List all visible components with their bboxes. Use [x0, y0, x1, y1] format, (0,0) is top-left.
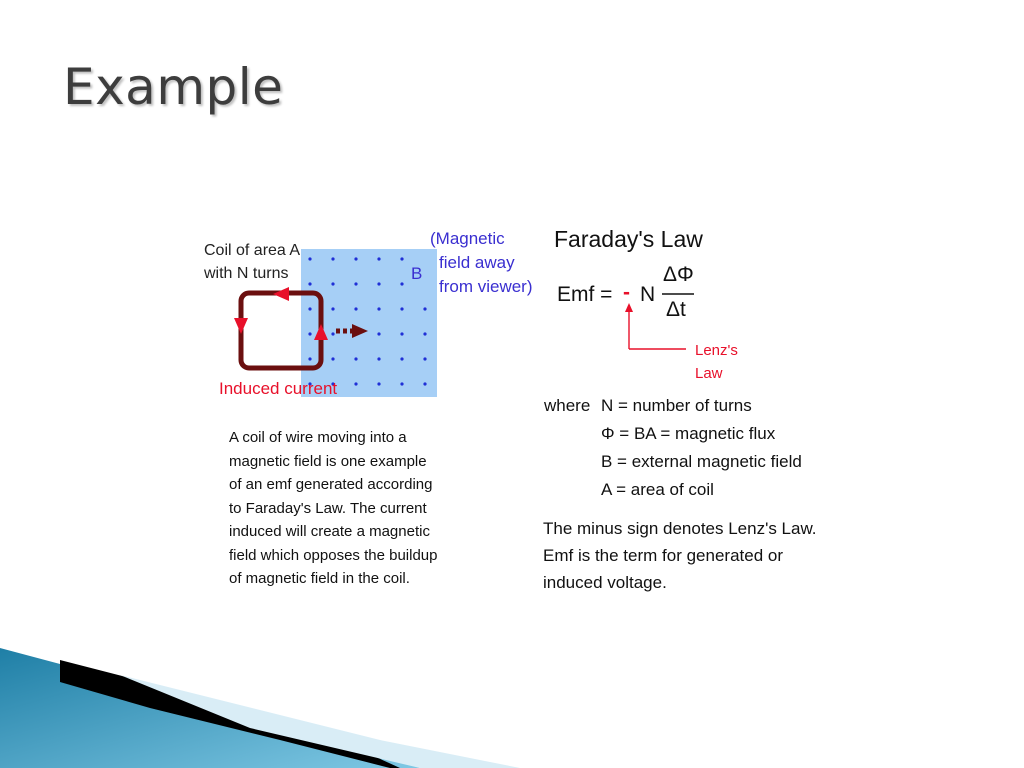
definition-item: B = external magnetic field — [601, 452, 802, 471]
formula-minus: - — [623, 281, 630, 304]
field-note-line2: field away — [439, 253, 515, 272]
caption-line: of an emf generated according — [229, 476, 433, 493]
formula-denominator: Δt — [666, 298, 686, 321]
law-title: Faraday's Law — [554, 226, 703, 252]
where-label: where — [544, 396, 591, 415]
slide-title: Example — [63, 58, 284, 116]
definition-item: Φ = BA = magnetic flux — [601, 424, 776, 443]
lenz-label-line2: Law — [695, 365, 723, 382]
formula-n: N — [640, 283, 656, 306]
field-note-line3: from viewer) — [439, 277, 533, 296]
lenz-label-line1: Lenz's — [695, 342, 738, 359]
formula-numerator: ΔΦ — [663, 263, 694, 286]
coil-label-line2: with N turns — [204, 265, 289, 282]
caption-line: A coil of wire moving into a — [229, 429, 407, 446]
note-line: The minus sign denotes Lenz's Law. — [543, 519, 817, 538]
definition-item: A = area of coil — [601, 480, 714, 499]
caption-line: induced will create a magnetic — [229, 523, 430, 540]
formula-emf: Emf = — [557, 283, 613, 306]
induced-current-label: Induced current — [219, 379, 338, 398]
caption-line: of magnetic field in the coil. — [229, 570, 410, 587]
field-note-line1: (Magnetic — [430, 229, 505, 248]
coil-label-line1: Coil of area A — [204, 242, 301, 259]
caption-line: magnetic field is one example — [229, 452, 427, 470]
field-symbol-b: B — [411, 264, 423, 283]
note-line: induced voltage. — [543, 573, 667, 592]
caption-line: field which opposes the buildup — [229, 546, 438, 564]
caption-line: to Faraday's Law. The current — [229, 499, 427, 517]
definition-item: N = number of turns — [601, 396, 752, 415]
note-line: Emf is the term for generated or — [543, 546, 783, 565]
